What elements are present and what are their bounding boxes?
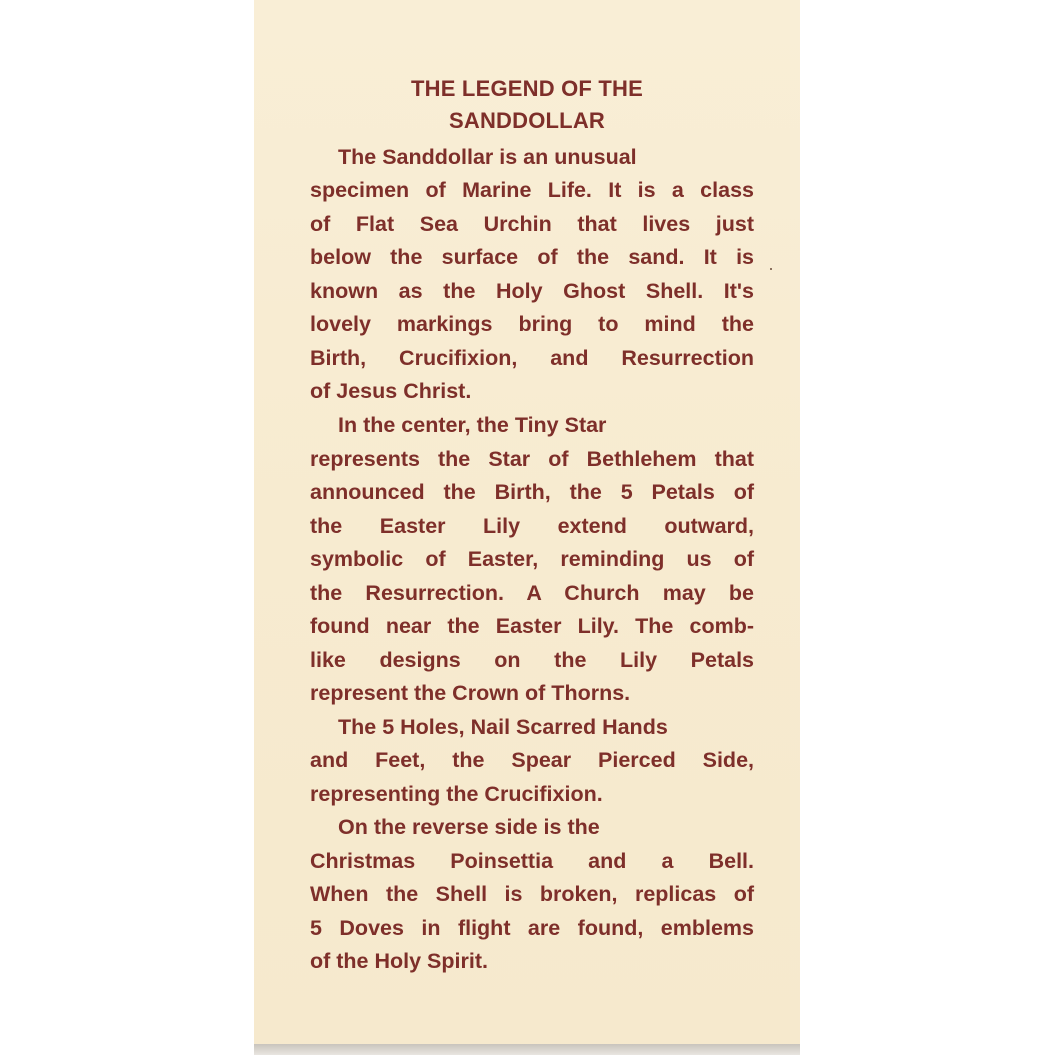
text-line: represents the Star of Bethlehem that (310, 447, 754, 471)
print-speck (770, 268, 772, 270)
text-line: representing the Crucifixion. (310, 782, 603, 806)
text-line: like designs on the Lily Petals (310, 648, 754, 672)
text-line: found near the Easter Lily. The comb- (310, 614, 754, 638)
text-line: When the Shell is broken, replicas of (310, 882, 754, 906)
text-line: lovely markings bring to mind the (310, 312, 754, 336)
text-line: In the center, the Tiny Star (338, 413, 607, 437)
text-line: The 5 Holes, Nail Scarred Hands (338, 715, 668, 739)
text-line: specimen of Marine Life. It is a class (310, 178, 754, 202)
text-line: symbolic of Easter, reminding us of (310, 547, 754, 571)
document-title-line-2: SANDDOLLAR (449, 108, 605, 133)
text-line: known as the Holy Ghost Shell. It's (310, 279, 754, 303)
text-line: announced the Birth, the 5 Petals of (310, 480, 754, 504)
text-line: of Jesus Christ. (310, 379, 472, 403)
text-line: 5 Doves in flight are found, emblems (310, 916, 754, 940)
text-line: the Easter Lily extend outward, (310, 514, 754, 538)
text-line: and Feet, the Spear Pierced Side, (310, 748, 754, 772)
text-line: The Sanddollar is an unusual (338, 145, 637, 169)
card-bottom-edge (254, 1044, 800, 1055)
text-line: Christmas Poinsettia and a Bell. (310, 849, 754, 873)
text-line: represent the Crown of Thorns. (310, 681, 631, 705)
text-line: below the surface of the sand. It is (310, 245, 754, 269)
text-line: of the Holy Spirit. (310, 949, 488, 973)
text-line: On the reverse side is the (338, 815, 600, 839)
text-line: the Resurrection. A Church may be (310, 581, 754, 605)
document-title-line-1: THE LEGEND OF THE (411, 76, 643, 101)
text-line: Birth, Crucifixion, and Resurrection (310, 346, 754, 370)
text-line: of Flat Sea Urchin that lives just (310, 212, 754, 236)
